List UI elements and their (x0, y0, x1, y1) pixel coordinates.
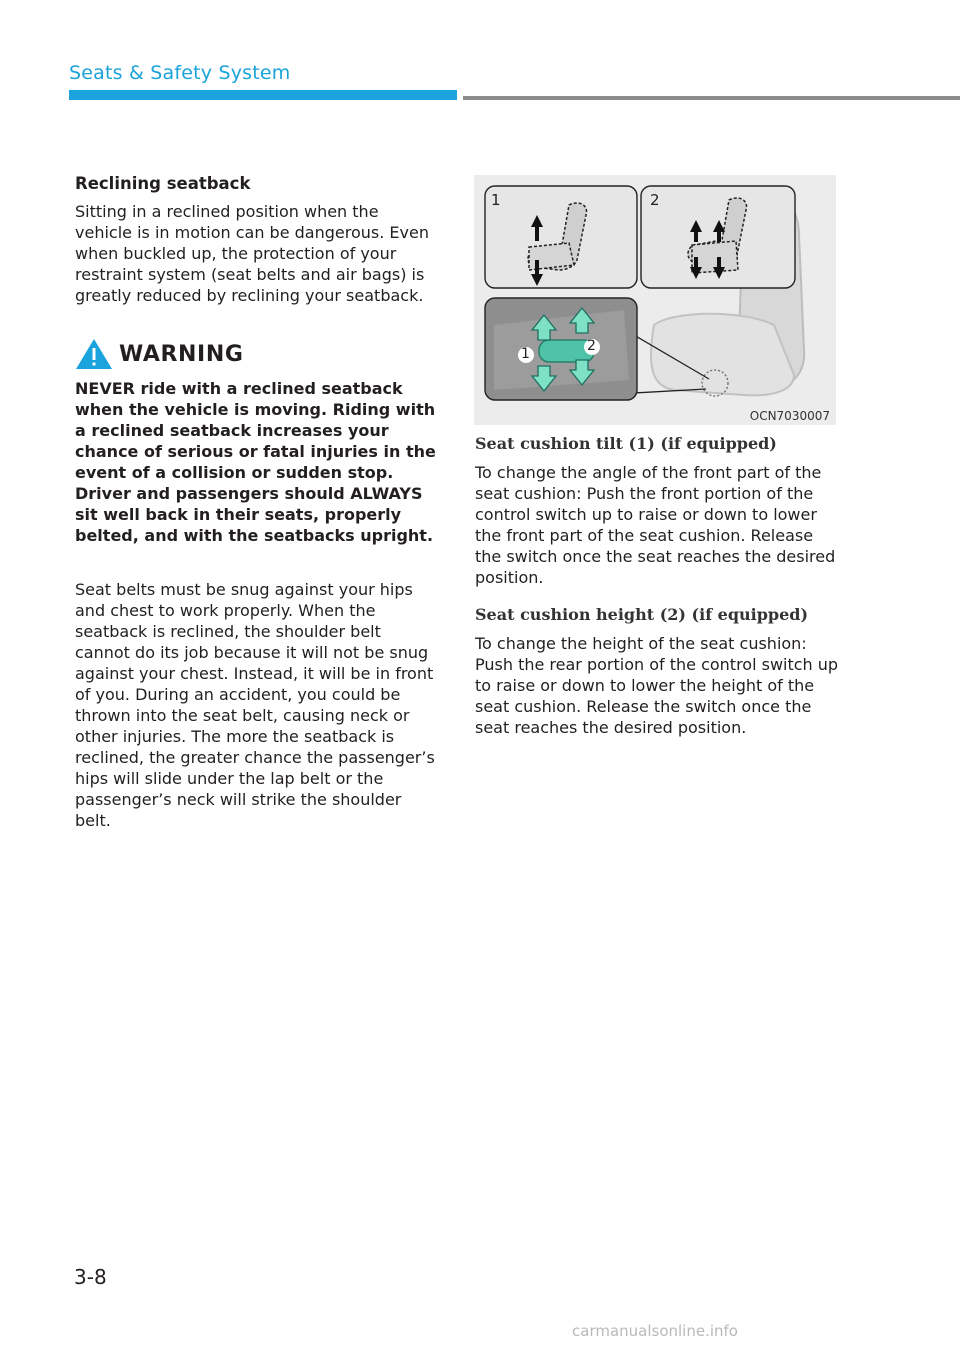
callout-label-2: 2 (650, 191, 660, 209)
header-rule (463, 96, 960, 100)
left-column (75, 173, 440, 831)
right-column (475, 433, 840, 738)
warning-triangle-icon (75, 338, 113, 370)
seatbelt-paragraph: Seat belts must be snug against your hips and chest to work properly. When the seatback is reclined, the shoulder belt cannot do its job because it will not be snug against your chest. Instead, it will be in front of you. During an accident, you could be thrown into the seat belt, causing neck or other injuries. The more the seatback is reclined, the greater chance the passenger’s hips will slide under the lap belt or the passenger’s neck will strike the shoulder belt. (75, 580, 435, 830)
switch-label-2: 2 (587, 338, 596, 354)
figure-code: OCN7030007 (749, 409, 830, 423)
height-paragraph: To change the height of the seat cushion: Push the rear portion of the control switch up to raise or down to lower the height of the seat cushion. Release the switch once the seat reaches the desired position. (475, 634, 839, 737)
switch-label-1: 1 (521, 346, 530, 362)
section-title: Seats & Safety System (69, 62, 291, 84)
reclining-heading: Reclining seatback (75, 174, 251, 193)
tilt-paragraph: To change the angle of the front part of the seat cushion: Push the front portion of the control switch up to raise or down to lower the front part of the seat cushion. Release the switch once the seat reaches the desired position. (475, 463, 836, 587)
page-number: 3-8 (74, 1265, 107, 1289)
height-heading: Seat cushion height (2) (if equipped) (475, 605, 809, 624)
warning-text: NEVER ride with a reclined seatback when the vehicle is moving. Riding with a reclined seatback increases your chance of serious or fatal injuries in the event of a collision or sudden stop. Driver and passengers should ALWAYS sit well back in their seats, properly belted, and with the seatbacks upright. (75, 379, 436, 545)
header-accent-bar (69, 90, 457, 100)
warning-header (75, 338, 440, 370)
warning-label: WARNING (119, 341, 244, 367)
callout-label-1: 1 (491, 191, 501, 209)
watermark: carmanualsonline.info (572, 1322, 738, 1340)
tilt-heading: Seat cushion tilt (1) (if equipped) (475, 434, 777, 453)
seat-illustration (474, 175, 836, 425)
reclining-paragraph: Sitting in a reclined position when the vehicle is in motion can be dangerous. Even when buckled up, the protection of your restraint system (seat belts and air bags) is greatly reduced by reclining your seatback. (75, 202, 429, 305)
seat-adjustment-figure (474, 175, 836, 425)
